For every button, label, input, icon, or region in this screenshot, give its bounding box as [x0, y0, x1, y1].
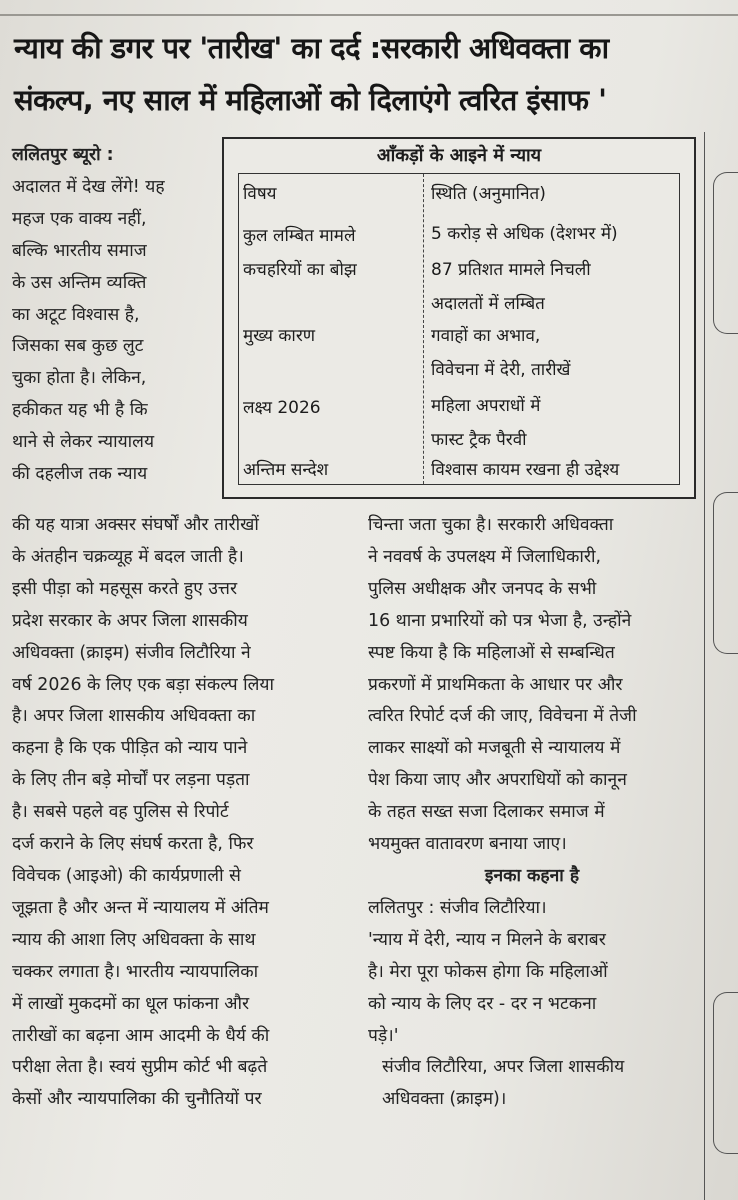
body-line: के लिए तीन बड़े मोर्चों पर लड़ना पड़ता: [12, 770, 250, 791]
body-line: पेश किया जाए और अपराधियों को कानून: [368, 770, 627, 791]
infobox-row-value: विश्वास कायम रखना ही उद्देश्य: [431, 460, 620, 480]
intro-line: महज एक वाक्य नहीं,: [12, 208, 147, 229]
body-line: है। सबसे पहले वह पुलिस से रिपोर्ट: [12, 802, 229, 823]
infobox-table: [238, 173, 680, 485]
body-line: पुलिस अधीक्षक और जनपद के सभी: [368, 578, 597, 599]
adjacent-box-edge: [713, 992, 738, 1154]
body-line: ने नववर्ष के उपलक्ष्य में जिलाधिकारी,: [368, 546, 602, 567]
adjacent-box-edge: [713, 172, 738, 334]
body-line: चक्कर लगाता है। भारतीय न्यायपालिका: [12, 961, 259, 982]
body-line: न्याय की आशा लिए अधिवक्ता के साथ: [12, 929, 256, 950]
intro-line: अदालत में देख लेंगे! यह: [12, 176, 165, 197]
headline-line-1: न्याय की डगर पर 'तारीख' का दर्द :सरकारी अधिवक्ता का: [14, 31, 609, 65]
adjacent-box-edge: [713, 492, 738, 654]
intro-line: थाने से लेकर न्यायालय: [12, 432, 155, 453]
quote-line: को न्याय के लिए दर - दर न भटकना: [368, 993, 597, 1014]
infobox-row-value: फास्ट ट्रैक पैरवी: [431, 430, 527, 450]
body-line: प्रकरणों में प्राथमिकता के आधार पर और: [368, 674, 623, 695]
infobox-row-value: 87 प्रतिशत मामले निचली: [431, 260, 591, 280]
infobox-row-value: 5 करोड़ से अधिक (देशभर में): [431, 224, 618, 244]
headline-line-2: संकल्प, नए साल में महिलाओं को दिलाएंगे त्वरित इंसाफ ': [14, 83, 607, 117]
body-line: 16 थाना प्रभारियों को पत्र भेजा है, उन्होंने: [368, 610, 632, 631]
headline: [14, 22, 714, 126]
intro-line: के उस अन्तिम व्यक्ति: [12, 272, 147, 293]
infobox-row-label: कुल लम्बित मामले: [243, 226, 356, 246]
intro-line: बल्कि भारतीय समाज: [12, 240, 147, 261]
intro-line: चुका होता है। लेकिन,: [12, 368, 147, 389]
stats-infobox: [222, 137, 696, 499]
adjacent-column-edge: [704, 132, 738, 1200]
body-line: अधिवक्ता (क्राइम) संजीव लिटौरिया ने: [12, 642, 251, 663]
infobox-row-label: मुख्य कारण: [243, 326, 316, 346]
dateline: ललितपुर ब्यूरो :: [12, 145, 114, 165]
infobox-row-label: अन्तिम सन्देश: [243, 460, 329, 480]
intro-line: की दहलीज तक न्याय: [12, 464, 148, 485]
quote-line: पड़े।': [368, 1025, 399, 1046]
infobox-row-value: महिला अपराधों में: [431, 396, 541, 416]
article-intro: [12, 140, 208, 491]
body-line: तारीखों का बढ़ना आम आदमी के धैर्य की: [12, 1025, 270, 1046]
body-line: केसों और न्यायपालिका की चुनौतियों पर: [12, 1089, 262, 1110]
body-line: दर्ज कराने के लिए संघर्ष करता है, फिर: [12, 834, 254, 855]
body-line: स्पष्ट किया है कि महिलाओं से सम्बन्धित: [368, 642, 615, 663]
body-line: त्वरित रिपोर्ट दर्ज की जाए, विवेचना में तेजी: [368, 706, 637, 727]
body-line: प्रदेश सरकार के अपर जिला शासकीय: [12, 610, 248, 631]
top-rule: [0, 14, 738, 16]
body-line: वर्ष 2026 के लिए एक बड़ा संकल्प लिया: [12, 674, 274, 695]
article-body-right: [368, 510, 696, 1116]
quote-attribution: संजीव लिटौरिया, अपर जिला शासकीय: [382, 1057, 625, 1078]
body-line: लाकर साक्ष्यों को मजबूती से न्यायालय में: [368, 738, 621, 759]
quote-subhead: इनका कहना है: [484, 865, 580, 886]
infobox-row-value: अदालतों में लम्बित: [431, 294, 545, 314]
infobox-row-value: विवेचना में देरी, तारीखें: [431, 360, 571, 380]
body-line: के अंतहीन चक्रव्यूह में बदल जाती है।: [12, 546, 244, 567]
infobox-col2-header: स्थिति (अनुमानित): [431, 184, 546, 204]
body-line: विवेचक (आइओ) की कार्यप्रणाली से: [12, 865, 241, 886]
infobox-row-label: लक्ष्य 2026: [243, 398, 321, 418]
body-line: इसी पीड़ा को महसूस करते हुए उत्तर: [12, 578, 238, 599]
body-line: में लाखों मुकदमों का धूल फांकना और: [12, 993, 250, 1014]
body-line: कहना है कि एक पीड़ित को न्याय पाने: [12, 738, 248, 759]
infobox-row-value: गवाहों का अभाव,: [431, 326, 541, 346]
body-line: जूझता है और अन्त में न्यायालय में अंतिम: [12, 897, 269, 918]
article-body-left: [12, 510, 354, 1116]
infobox-col1-header: विषय: [243, 184, 277, 204]
intro-line: जिसका सब कुछ लुट: [12, 336, 144, 357]
intro-line: का अटूट विश्वास है,: [12, 304, 140, 325]
body-line: की यह यात्रा अक्सर संघर्षों और तारीखों: [12, 515, 259, 535]
body-line: चिन्ता जता चुका है। सरकारी अधिवक्ता: [368, 515, 614, 535]
body-line: के तहत सख्त सजा दिलाकर समाज में: [368, 802, 605, 823]
quote-line: है। मेरा पूरा फोकस होगा कि महिलाओं: [368, 961, 608, 982]
body-line: है। अपर जिला शासकीय अधिवक्ता का: [12, 706, 256, 727]
quote-line: ललितपुर : संजीव लिटौरिया।: [368, 897, 547, 918]
infobox-divider: [423, 174, 424, 484]
body-line: भयमुक्त वातावरण बनाया जाए।: [368, 834, 567, 855]
infobox-row-label: कचहरियों का बोझ: [243, 260, 357, 280]
infobox-title: आँकड़ों के आइने में न्याय: [376, 145, 542, 166]
quote-attribution: अधिवक्ता (क्राइम)।: [382, 1089, 507, 1110]
intro-line: हकीकत यह भी है कि: [12, 400, 148, 421]
body-line: परीक्षा लेता है। स्वयं सुप्रीम कोर्ट भी बढ़ते: [12, 1057, 268, 1078]
quote-line: 'न्याय में देरी, न्याय न मिलने के बराबर: [368, 929, 606, 950]
